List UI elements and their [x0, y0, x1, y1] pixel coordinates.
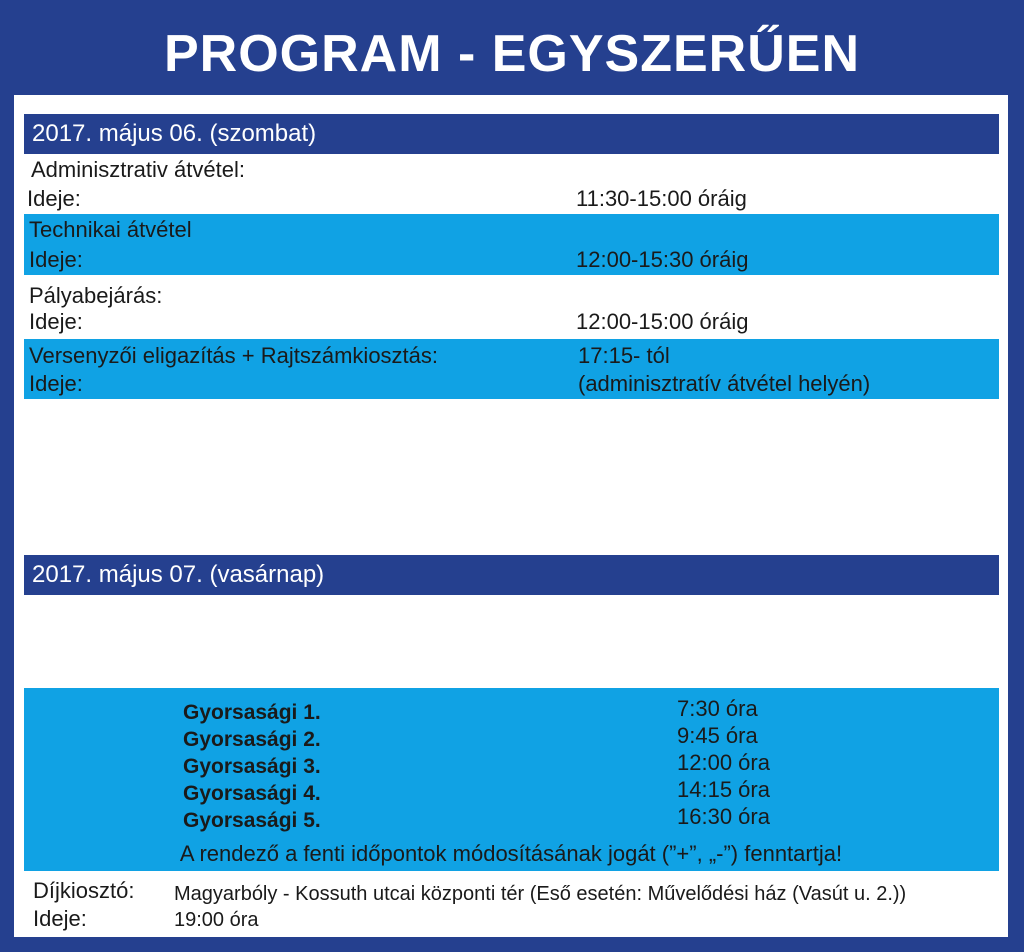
stage-4-name: Gyorsasági 4.	[183, 782, 321, 805]
admin-time-label: Ideje:	[27, 186, 81, 211]
stage-3-time: 12:00 óra	[677, 750, 770, 775]
stage-2-name: Gyorsasági 2.	[183, 728, 321, 751]
track-walk-time: 12:00-15:00 óráig	[576, 309, 749, 334]
organizer-notice: A rendező a fenti időpontok módosításának jogát (”+”, „-”) fenntartja!	[179, 841, 843, 866]
briefing-location: (adminisztratív átvétel helyén)	[578, 371, 871, 396]
stage-3-name: Gyorsasági 3.	[183, 755, 321, 778]
admin-time: 11:30-15:00 óráig	[576, 186, 747, 211]
stage-4-time: 14:15 óra	[677, 777, 770, 802]
briefing-label: Versenyzői eligazítás + Rajtszámkiosztás:	[29, 343, 439, 368]
technical-time: 12:00-15:30 óráig	[576, 247, 749, 272]
prize-giving-time: 19:00 óra	[174, 909, 259, 931]
page-title: PROGRAM - EGYSZERŰEN	[163, 25, 861, 83]
day1-header: 2017. május 06. (szombat)	[24, 114, 999, 154]
briefing-time: 17:15- tól	[578, 343, 670, 368]
track-walk-time-label: Ideje:	[29, 309, 83, 334]
stage-2-time: 9:45 óra	[677, 723, 758, 748]
program-panel	[14, 95, 1008, 937]
stage-5-name: Gyorsasági 5.	[183, 809, 321, 832]
technical-time-label: Ideje:	[29, 247, 83, 272]
prize-giving-label: Díjkiosztó:	[33, 878, 135, 903]
stage-1-time: 7:30 óra	[677, 696, 758, 721]
stage-1-name: Gyorsasági 1.	[183, 701, 321, 724]
briefing-time-label: Ideje:	[29, 371, 83, 396]
technical-label: Technikai átvétel	[29, 217, 192, 242]
track-walk-label: Pályabejárás:	[29, 283, 163, 308]
stage-5-time: 16:30 óra	[677, 804, 770, 829]
prize-giving-time-label: Ideje:	[33, 906, 87, 931]
prize-giving-location: Magyarbóly - Kossuth utcai központi tér (Eső esetén: Művelődési ház (Vasút u. 2.))	[174, 883, 907, 905]
admin-label: Adminisztrativ átvétel:	[31, 157, 245, 182]
day2-header: 2017. május 07. (vasárnap)	[24, 555, 999, 595]
